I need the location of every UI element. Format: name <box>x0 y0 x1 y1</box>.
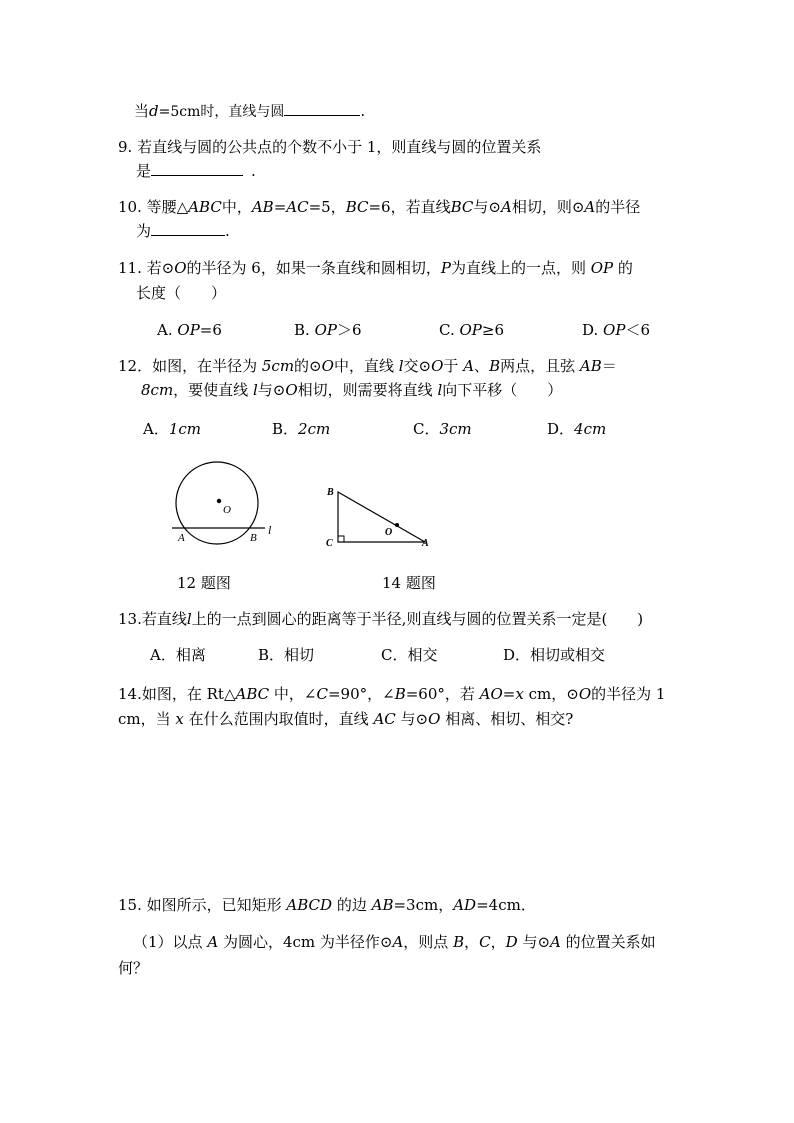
q12-line1: 12．如图，在半径为 5cm的⊙O中，直线 l交⊙O于 A、B两点，且弦 AB＝ <box>118 357 617 375</box>
triangle-abc <box>338 492 425 542</box>
q10-line2: 为 . <box>136 222 230 240</box>
q9-line1: 9. 若直线与圆的公共点的个数不小于 1，则直线与圆的位置关系 <box>118 138 542 156</box>
label-a: A <box>422 538 429 549</box>
label-o: O <box>223 504 231 516</box>
label-c: C <box>326 538 333 549</box>
label-o: O <box>385 527 393 538</box>
q10-answer-blank[interactable] <box>151 221 225 236</box>
q11-line2: 长度（ ） <box>136 284 227 302</box>
label-a: A <box>178 532 185 544</box>
point-o <box>395 523 399 527</box>
q15-line1: 15. 如图所示，已知矩形 ABCD 的边 AB=3cm，AD=4cm． <box>118 896 536 914</box>
q14-line2: cm，当 x 在什么范围内取值时，直线 AC 与⊙O 相离、相切、相交? <box>118 710 574 728</box>
q8-line: 当d=5cm时，直线与圆 . <box>134 102 366 120</box>
q9-line2: 是 . <box>136 162 256 180</box>
q13-option-d[interactable]: D．相切或相交 <box>503 646 606 664</box>
q11-option-d[interactable]: D. OP＜6 <box>582 321 650 339</box>
q13-line1: 13.若直线l上的一点到圆心的距离等于半径,则直线与圆的位置关系一定是( ) <box>118 610 644 628</box>
q11-option-c[interactable]: C. OP≥6 <box>439 321 505 339</box>
q12-option-d[interactable]: D．4cm <box>547 420 607 438</box>
q11-option-a[interactable]: A. OP=6 <box>157 321 222 339</box>
figure-12-caption: 12 题图 <box>177 574 231 592</box>
q11-line1: 11. 若⊙O的半径为 6，如果一条直线和圆相切，P为直线上的一点，则 OP 的 <box>118 259 633 277</box>
q9-answer-blank[interactable] <box>151 161 243 176</box>
label-b: B <box>250 532 257 544</box>
q11-option-b[interactable]: B. OP＞6 <box>294 321 362 339</box>
right-angle-mark <box>338 536 344 542</box>
figure-12 <box>160 455 290 555</box>
q13-option-b[interactable]: B．相切 <box>258 646 315 664</box>
q13-option-a[interactable]: A．相离 <box>150 646 206 664</box>
label-l: l <box>268 523 272 537</box>
q10-line1: 10. 等腰△ABC中，AB=AC=5，BC=6，若直线BC与⊙A相切，则⊙A的半径 <box>118 198 641 216</box>
q14-line1: 14.如图，在 Rt△ABC 中，∠C=90°，∠B=60°，若 AO=x cm，⊙O的半径为 1 <box>118 685 666 703</box>
center-point-o <box>217 499 221 503</box>
q13-option-c[interactable]: C．相交 <box>381 646 438 664</box>
circle-o <box>176 462 258 544</box>
label-b: B <box>327 487 334 498</box>
q15-sub1-line1: （1）以点 A 为圆心，4cm 为半径作⊙A，则点 B，C，D 与⊙A 的位置关系如 <box>133 933 656 951</box>
q8-answer-blank[interactable] <box>284 101 360 116</box>
q15-sub1-line2: 何？ <box>118 959 149 977</box>
q12-line2: 8cm，要使直线 l与⊙O相切，则需要将直线 l向下平移（ ） <box>141 381 563 399</box>
figure-14-caption: 14 题图 <box>382 574 436 592</box>
q12-option-a[interactable]: A．1cm <box>143 420 202 438</box>
q12-option-b[interactable]: B．2cm <box>272 420 331 438</box>
q12-option-c[interactable]: C．3cm <box>413 420 472 438</box>
figure-14 <box>320 480 440 552</box>
